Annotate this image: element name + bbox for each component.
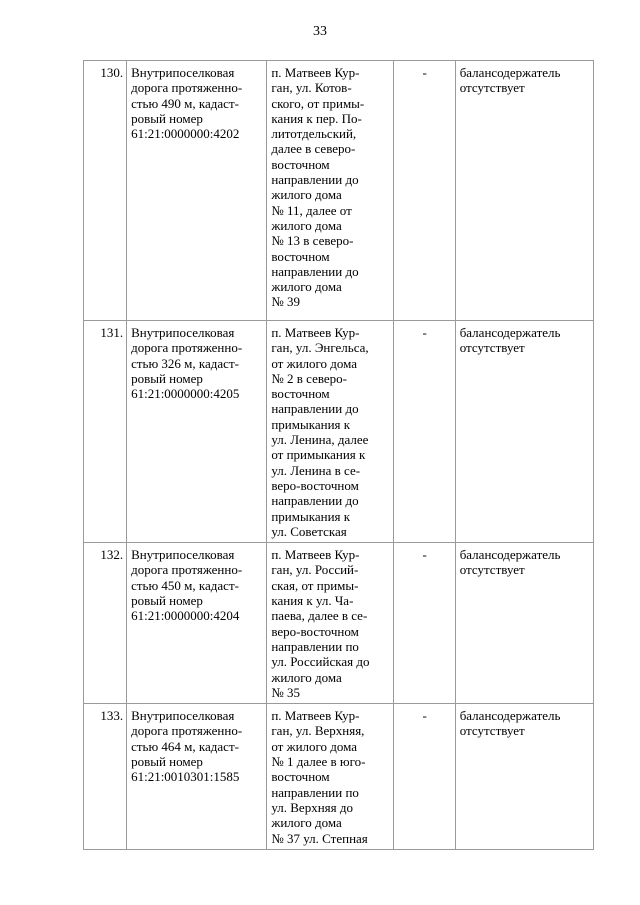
location-line: жилого дома [271,669,342,685]
dash-cell [393,543,455,704]
location-line: № 35 [271,684,300,700]
object-name-line: стью 464 м, кадаст- [131,738,239,754]
location-line: ул. Советская [271,523,347,539]
object-name-cell [127,321,267,543]
owner-line: балансодержатель [459,547,561,563]
object-name-line: стью 490 м, кадаст- [131,95,239,111]
object-name-line: Внутрипоселковая [131,65,235,80]
location-line: ган, ул. Энгельса, [271,340,369,356]
location-line: п. Матвеев Кур- [271,547,360,563]
object-name-line: дорога протяженно- [131,723,243,739]
location-cell [267,61,393,321]
object-name-line: ровый номер [131,370,203,386]
location-line: ского, от примы- [271,95,365,111]
owner-line: отсутствует [459,80,525,96]
location-line: ул. Верхняя до [271,799,353,815]
location-line: № 1 далее в юго- [271,754,366,770]
object-name-line: ровый номер [131,593,203,609]
object-name-line: 61:21:0000000:4204 [131,608,240,624]
location-line: кания к ул. Ча- [271,593,354,609]
owner-cell [455,61,593,321]
object-name-line: дорога протяженно- [131,340,243,356]
owner-line: отсутствует [459,340,525,356]
location-line: ган, ул. Верхняя, [271,723,365,739]
object-name-line: дорога протяженно- [131,562,243,578]
location-line: кания к пер. По- [271,110,362,126]
row-number-cell [84,61,127,321]
location-line: жилого дома [271,279,342,295]
row-number: 133. [100,708,124,724]
location-line: ская, от примы- [271,577,359,593]
owner-cell [455,704,593,850]
location-line: п. Матвеев Кур- [271,325,360,340]
road-registry-table [83,60,594,850]
object-name-line: Внутрипоселковая [131,325,235,340]
location-line: п. Матвеев Кур- [271,708,360,724]
location-line: веро-восточном [271,477,359,493]
row-number: 132. [100,547,124,563]
location-line: направлении по [271,784,359,800]
object-name-line: дорога протяженно- [131,80,243,96]
location-line: жилого дома [271,815,342,831]
location-line: жилого дома [271,187,342,203]
location-line: направлении до [271,401,359,417]
location-cell [267,704,393,850]
location-cell [267,543,393,704]
owner-line: балансодержатель [459,325,561,340]
location-line: п. Матвеев Кур- [271,65,360,80]
location-line: направлении до [271,172,359,188]
location-line: ул. Ленина в се- [271,462,361,478]
owner-line: балансодержатель [459,708,561,724]
dash-cell [393,321,455,543]
owner-cell [455,543,593,704]
location-line: ган, ул. Россий- [271,562,359,578]
table-row [84,543,594,704]
table-row [84,704,594,850]
table-row [84,321,594,543]
location-line: примыкания к [271,416,351,432]
location-line: восточном [271,156,330,172]
location-line: ул. Ленина, далее [271,432,369,448]
object-name-cell [127,704,267,850]
location-line: ул. Российская до [271,654,370,670]
location-line: от жилого дома [271,738,358,754]
object-name-line: Внутрипоселковая [131,547,235,563]
location-line: направлении по [271,638,359,654]
location-line: восточном [271,248,330,264]
location-line: жилого дома [271,217,342,233]
dash-mark: - [422,708,427,724]
object-name-cell [127,543,267,704]
object-name-line: стью 326 м, кадаст- [131,355,239,371]
location-cell [267,321,393,543]
object-name-line: 61:21:0000000:4202 [131,126,240,142]
location-line: направлении до [271,493,359,509]
owner-line: отсутствует [459,723,525,739]
object-name-cell [127,61,267,321]
object-name-line: 61:21:0000000:4205 [131,386,240,402]
location-line: паева, далее в се- [271,608,368,624]
object-name-line: ровый номер [131,754,203,770]
page-number: 33 [313,24,327,39]
location-line: восточном [271,386,330,402]
location-line: № 37 ул. Степная [271,830,368,846]
location-line: литотдельский, [271,126,357,142]
row-number-cell [84,321,127,543]
location-line: направлении до [271,263,359,279]
registry-body [84,61,594,850]
row-number: 130. [100,65,124,80]
dash-mark: - [422,65,427,80]
location-line: № 11, далее от [271,202,352,218]
location-line: от жилого дома [271,355,358,371]
object-name-line: стью 450 м, кадаст- [131,577,239,593]
location-line: № 39 [271,294,300,310]
dash-cell [393,61,455,321]
location-line: № 13 в северо- [271,233,354,249]
location-line: № 2 в северо- [271,370,347,386]
dash-mark: - [422,547,427,563]
table-row [84,61,594,321]
row-number-cell [84,543,127,704]
object-name-line: ровый номер [131,110,203,126]
location-line: примыкания к [271,508,351,524]
dash-cell [393,704,455,850]
object-name-line: 61:21:0010301:1585 [131,769,240,785]
location-line: восточном [271,769,330,785]
location-line: далее в северо- [271,141,356,157]
row-number-cell [84,704,127,850]
location-line: ган, ул. Котов- [271,80,352,96]
object-name-line: Внутрипоселковая [131,708,235,724]
owner-line: балансодержатель [459,65,561,80]
dash-mark: - [422,325,427,340]
owner-line: отсутствует [459,562,525,578]
location-line: от примыкания к [271,447,366,463]
location-line: веро-восточном [271,623,359,639]
row-number: 131. [100,325,124,340]
owner-cell [455,321,593,543]
